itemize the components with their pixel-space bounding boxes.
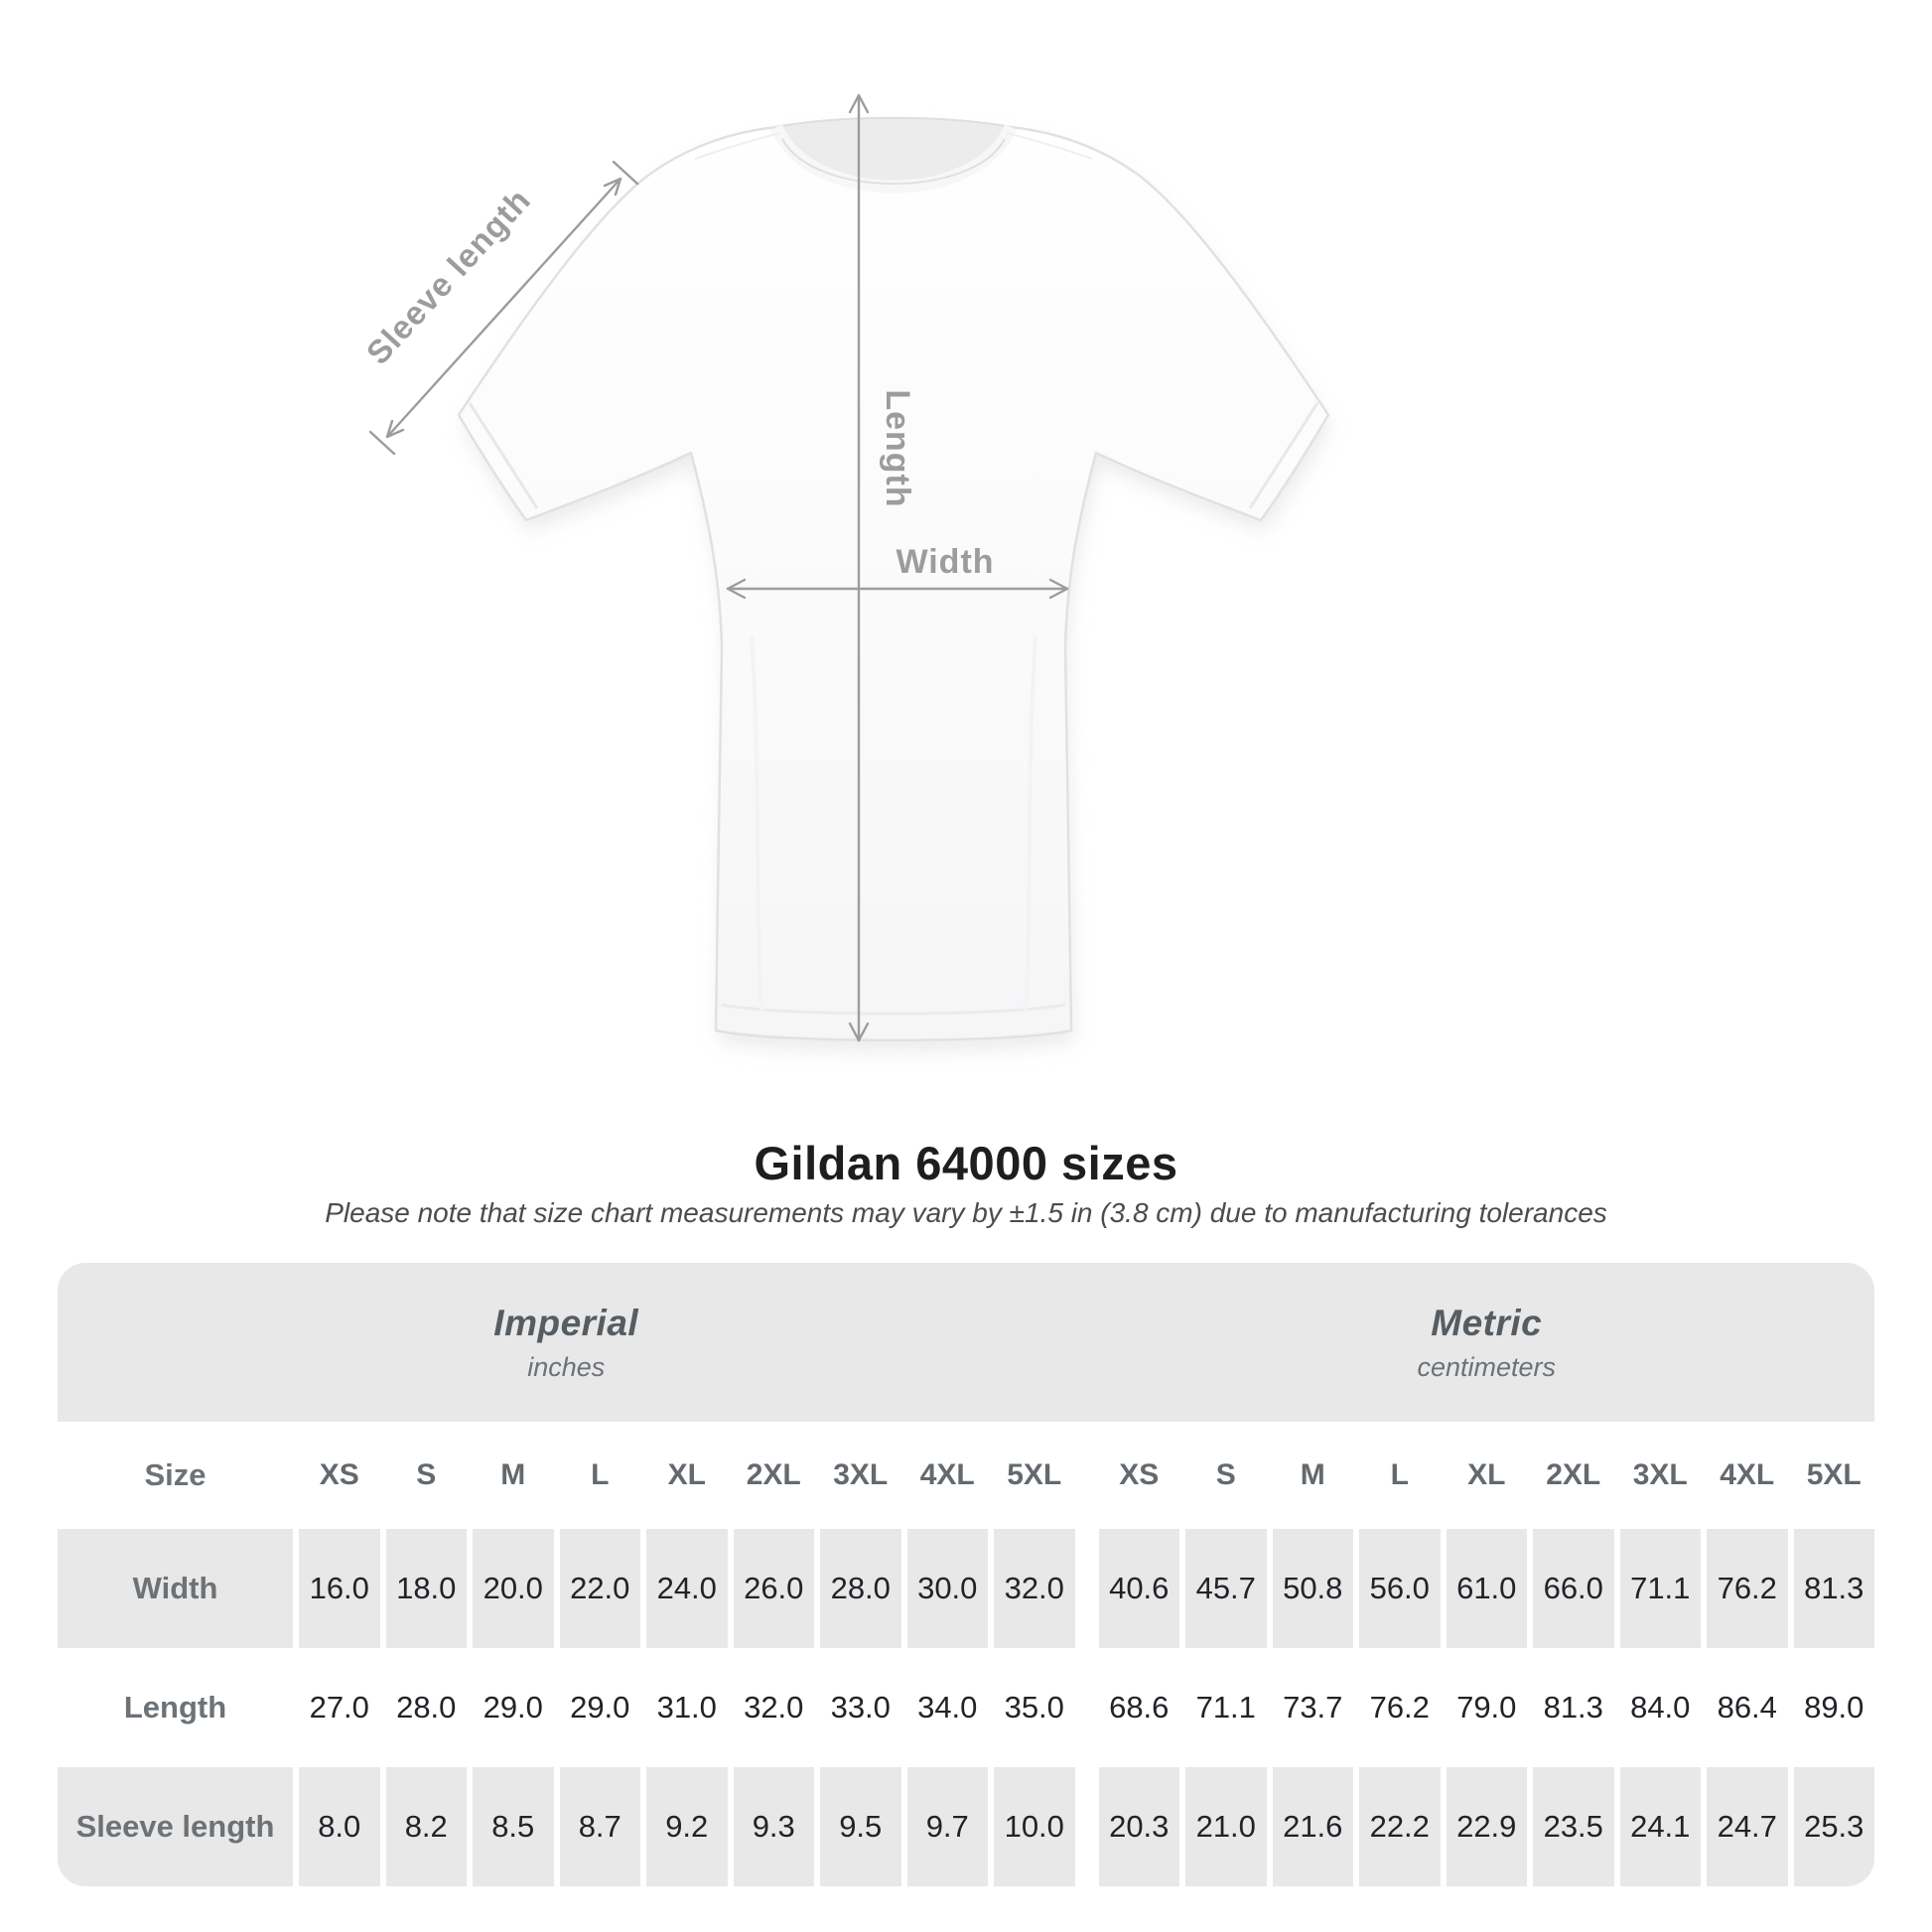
page-subtitle: Please note that size chart measurements may vary by ±1.5 in (3.8 cm) due to manufacturing tolerances [325,1197,1607,1228]
sleeve-metric-5xl: 25.3 [1794,1767,1875,1886]
sleeve-imperial-s: 8.2 [386,1767,468,1886]
width-metric-3xl: 71.1 [1620,1529,1702,1648]
width-imperial-2xl: 26.0 [734,1529,815,1648]
col-header-imperial-xs: XS [319,1458,359,1491]
length-metric-xl: 79.0 [1456,1690,1517,1725]
group-divider [1081,1422,1093,1529]
size-row-label: Size [144,1457,207,1492]
metric-unit-label: centimeters [1417,1351,1557,1382]
sleeve-metric-4xl: 24.7 [1707,1767,1788,1886]
group-divider [1081,1767,1093,1886]
table-row-length [58,1648,1874,1767]
col-header-imperial-2xl: 2XL [746,1458,801,1491]
length-imperial-m: 29.0 [483,1690,543,1725]
width-metric-2xl: 66.0 [1533,1529,1614,1648]
length-metric-s: 71.1 [1195,1690,1256,1725]
sleeve-imperial-2xl: 9.3 [734,1767,815,1886]
col-header-imperial-l: L [591,1458,610,1491]
width-imperial-m: 20.0 [473,1529,554,1648]
group-divider [1081,1648,1093,1767]
col-header-metric-5xl: 5XL [1806,1458,1862,1491]
sleeve-metric-2xl: 23.5 [1533,1767,1614,1886]
length-metric-l: 76.2 [1369,1690,1430,1725]
length-metric-4xl: 86.4 [1717,1690,1777,1725]
width-metric-xl: 61.0 [1447,1529,1528,1648]
tshirt-body [459,118,1328,1040]
width-imperial-xs: 16.0 [299,1529,380,1648]
page-title: Gildan 64000 sizes [754,1137,1178,1189]
length-metric-3xl: 84.0 [1630,1690,1691,1725]
col-header-imperial-3xl: 3XL [833,1458,889,1491]
sleeve-imperial-l: 8.7 [560,1767,641,1886]
imperial-group-header [58,1263,1075,1422]
sleeve-imperial-3xl: 9.5 [820,1767,901,1886]
sleeve-imperial-xl: 9.2 [646,1767,728,1886]
col-header-imperial-5xl: 5XL [1007,1458,1062,1491]
width-label: Width [896,543,995,581]
unit-header-band [58,1263,1874,1422]
col-header-metric-xl: XL [1467,1458,1506,1491]
col-header-metric-4xl: 4XL [1720,1458,1775,1491]
length-imperial-3xl: 33.0 [830,1690,891,1725]
length-label: Length [879,389,916,508]
col-header-metric-xs: XS [1119,1458,1160,1491]
sleeve-metric-l: 22.2 [1359,1767,1441,1886]
width-imperial-4xl: 30.0 [907,1529,989,1648]
sleeve-imperial-4xl: 9.7 [907,1767,989,1886]
table-row-width [58,1529,1874,1648]
imperial-label: Imperial [493,1302,639,1343]
length-metric-2xl: 81.3 [1543,1690,1603,1725]
width-imperial-l: 22.0 [560,1529,641,1648]
width-metric-m: 50.8 [1273,1529,1354,1648]
width-imperial-5xl: 32.0 [994,1529,1075,1648]
width-metric-5xl: 81.3 [1794,1529,1875,1648]
sleeve-metric-m: 21.6 [1273,1767,1354,1886]
width-metric-s: 45.7 [1185,1529,1267,1648]
sleeve-imperial-m: 8.5 [473,1767,554,1886]
sleeve-imperial-5xl: 10.0 [994,1767,1075,1886]
length-imperial-4xl: 34.0 [917,1690,978,1725]
sleeve-length-label: Sleeve length [358,181,538,371]
metric-group-header [1099,1263,1875,1422]
width-imperial-3xl: 28.0 [820,1529,901,1648]
length-metric-xs: 68.6 [1109,1690,1170,1725]
col-header-imperial-m: M [500,1458,526,1491]
row-label-length: Length [123,1690,227,1725]
length-imperial-2xl: 32.0 [744,1690,804,1725]
length-imperial-xl: 31.0 [656,1690,717,1725]
length-metric-m: 73.7 [1283,1690,1343,1725]
col-header-metric-3xl: 3XL [1632,1458,1688,1491]
col-header-imperial-xl: XL [667,1458,706,1491]
col-header-imperial-s: S [416,1458,437,1491]
length-metric-5xl: 89.0 [1804,1690,1864,1725]
length-imperial-s: 28.0 [396,1690,457,1725]
length-imperial-xs: 27.0 [309,1690,369,1725]
col-header-metric-m: M [1300,1458,1325,1491]
size-table [58,1263,1874,1886]
width-metric-xs: 40.6 [1099,1529,1180,1648]
col-header-metric-s: S [1215,1458,1236,1491]
width-metric-4xl: 76.2 [1707,1529,1788,1648]
group-divider [1081,1529,1093,1648]
table-row-sleeve-length [58,1767,1874,1886]
width-imperial-xl: 24.0 [646,1529,728,1648]
width-imperial-s: 18.0 [386,1529,468,1648]
width-metric-l: 56.0 [1359,1529,1441,1648]
sleeve-metric-3xl: 24.1 [1620,1767,1702,1886]
metric-label: Metric [1431,1302,1543,1343]
col-header-metric-l: L [1390,1458,1409,1491]
sleeve-metric-xs: 20.3 [1099,1767,1180,1886]
row-label-sleeve-length: Sleeve length [58,1767,293,1886]
length-imperial-l: 29.0 [570,1690,630,1725]
size-header-row [58,1422,1874,1529]
col-header-imperial-4xl: 4XL [919,1458,975,1491]
sleeve-metric-s: 21.0 [1185,1767,1267,1886]
sleeve-imperial-xs: 8.0 [299,1767,380,1886]
row-label-width: Width [58,1529,293,1648]
length-imperial-5xl: 35.0 [1004,1690,1064,1725]
sleeve-metric-xl: 22.9 [1447,1767,1528,1886]
col-header-metric-2xl: 2XL [1546,1458,1601,1491]
imperial-unit-label: inches [527,1351,606,1382]
